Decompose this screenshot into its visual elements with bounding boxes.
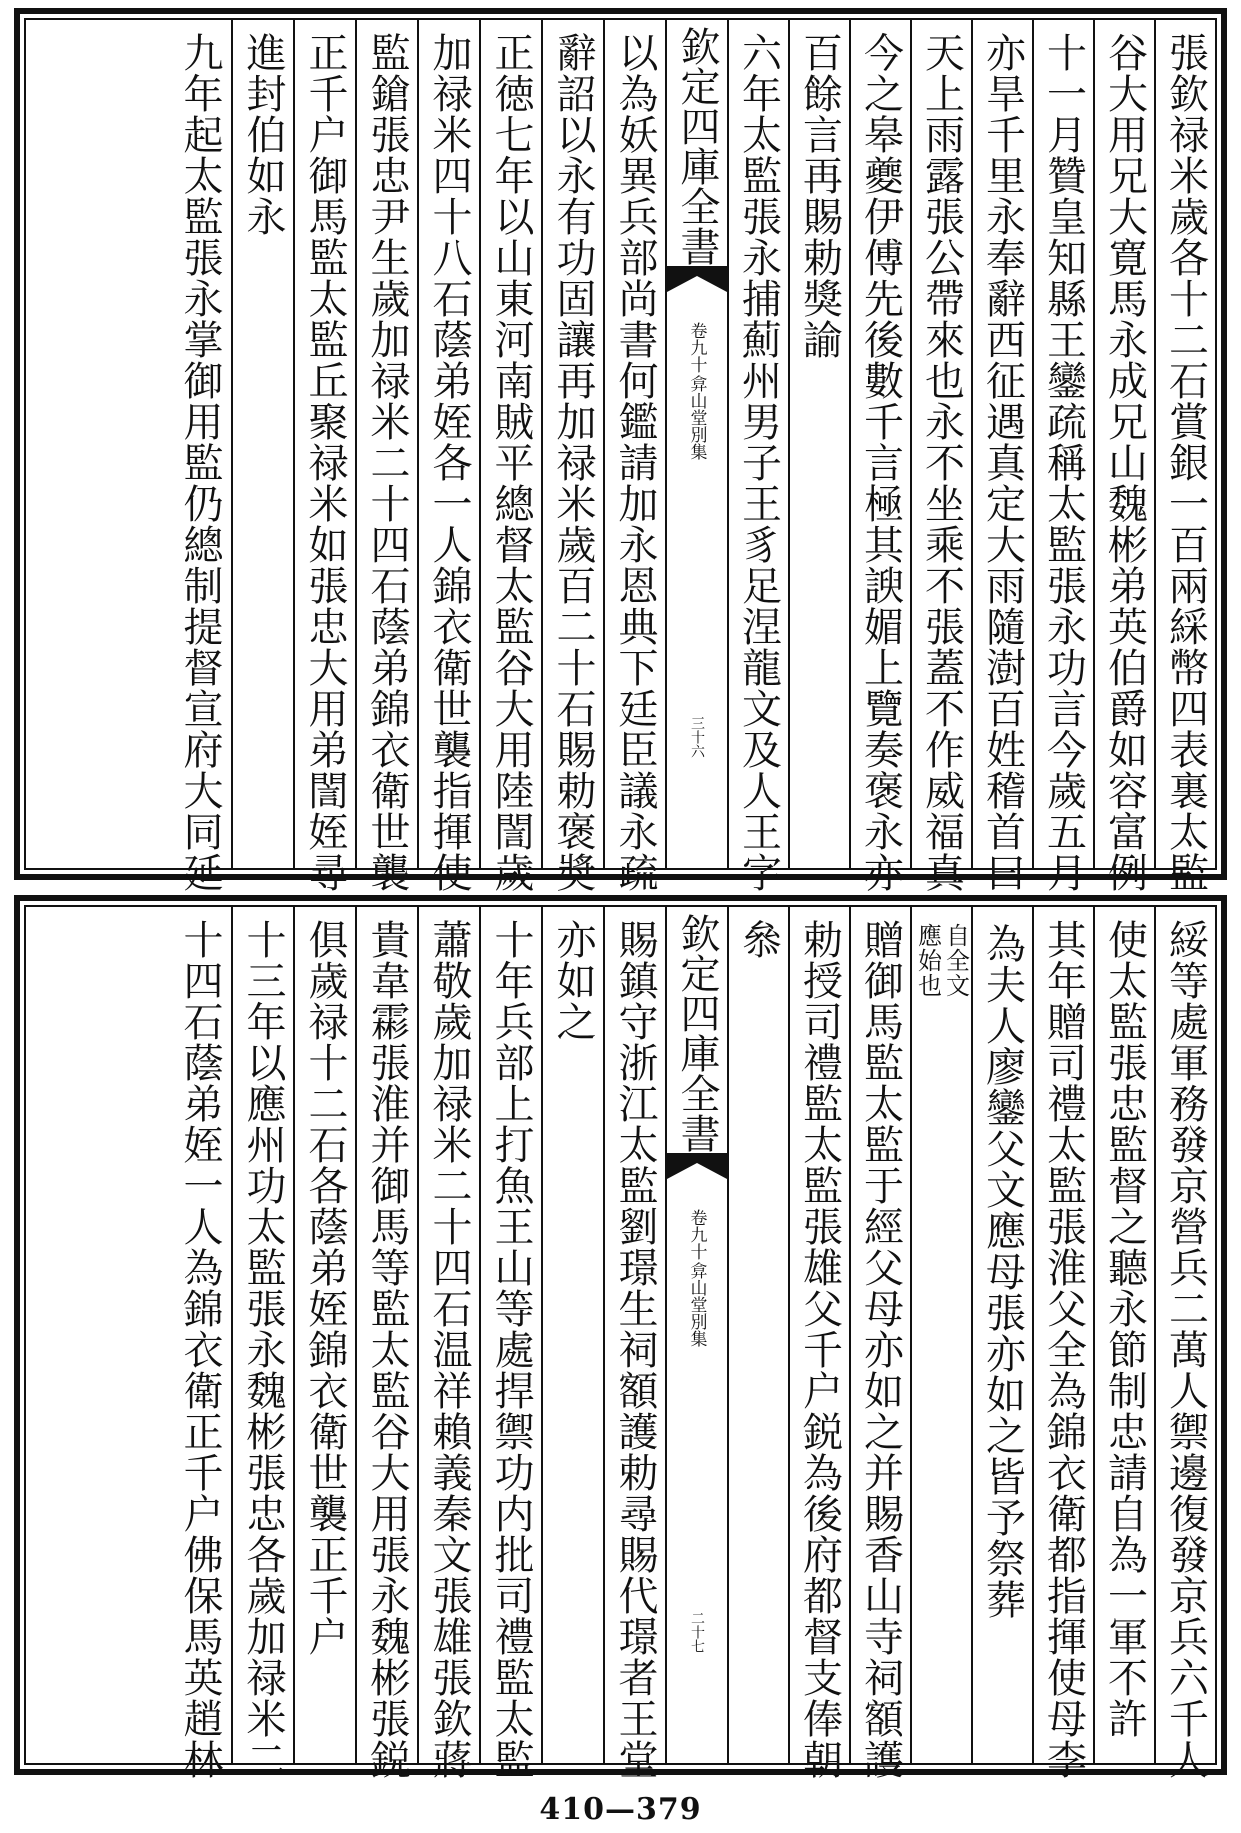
text-column <box>603 907 665 1780</box>
volume-label: 卷九十 <box>686 322 707 373</box>
text-column <box>293 907 355 1763</box>
text-column <box>603 20 665 893</box>
column-text: 蕭敬歲加禄米二十四石温祥賴義秦文張雄張欽蔣 <box>426 919 472 1780</box>
column-text: 十一月贊皇知縣王鑾疏稱太監張永功言今歲五月 <box>1040 32 1087 893</box>
center-spine <box>665 20 727 868</box>
column-text: 進封伯如永 <box>240 32 286 237</box>
text-column-with-note <box>971 907 1032 1763</box>
upper-page-frame <box>14 8 1227 893</box>
column-text: 贈御馬監太監于經父母亦如之并賜香山寺祠額護 <box>857 919 904 1780</box>
page-number: 410—379 <box>539 1792 702 1827</box>
leaf-number: 三十六 <box>689 716 705 758</box>
leaf-number: 二十七 <box>689 1611 705 1653</box>
column-text: 谷大用兄大寛馬永成兄山魏彬弟英伯爵如容富例 <box>1101 32 1148 893</box>
text-column <box>169 20 231 893</box>
column-text: 勅授司禮監太監張雄父千户鋭為後府都督支俸朝 <box>796 919 843 1780</box>
fishtail-mark <box>667 266 727 292</box>
text-column <box>727 20 788 893</box>
column-text: 監鎗張忠尹生歲加禄米二十四石蔭弟錦衣衛世襲 <box>364 32 410 893</box>
text-column <box>727 907 788 1763</box>
column-text: 天上雨露張公帶來也永不坐乘不張蓋不作威福真 <box>918 32 965 893</box>
annotation-text: 應始也 <box>913 923 942 998</box>
lower-inner-border <box>24 905 1217 1780</box>
text-column <box>1154 907 1215 1780</box>
text-column <box>231 907 293 1780</box>
text-column <box>1093 907 1154 1763</box>
column-text: 今之皋夔伊傅先後數千言極其諛媚上覽奏褒永亦 <box>857 32 904 893</box>
column-text: 亦旱千里永奉辭西征遇真定大雨隨澍百姓稽首曰 <box>979 32 1026 893</box>
column-text: 其年贈司禮太監張淮父全為錦衣衛都指揮使母李 <box>1040 919 1087 1780</box>
text-column <box>417 20 479 893</box>
column-text: 正徳七年以山東河南賊平總督太監谷大用陸誾歲 <box>488 32 534 893</box>
spine-subtitle <box>685 322 710 460</box>
column-text: 辭詔以永有功固讓再加禄米歲百二十石賜勅褒奬 <box>550 32 596 893</box>
upper-inner-border <box>24 18 1217 893</box>
text-column <box>910 20 971 893</box>
column-text: 十四石蔭弟姪一人為錦衣衛正千户佛保馬英趙林 <box>177 919 223 1780</box>
column-text: 亦如之 <box>550 919 596 1042</box>
upper-columns <box>26 20 1215 893</box>
column-text: 百餘言再賜勅獎諭 <box>796 32 843 360</box>
book-title: 弇山堂別集 <box>686 375 707 460</box>
text-column <box>479 20 541 893</box>
lower-page-frame <box>14 895 1227 1780</box>
spine-title: 欽定四庫全書 <box>674 913 720 1153</box>
annotation-column <box>910 907 971 1763</box>
center-spine <box>665 907 727 1763</box>
text-column <box>849 20 910 893</box>
column-text: 正千户御馬監太監丘聚禄米如張忠大用弟誾姪尋 <box>302 32 348 893</box>
column-text: 為夫人廖鑾父文應母張亦如之皆予祭葬 <box>979 923 1026 1620</box>
column-text: 賜鎮守浙江太監劉璟生祠額護勅尋賜代璟者王堂 <box>612 919 658 1780</box>
column-text: 貴韋霦張淮并御馬等監太監谷大用張永魏彬張鋭 <box>364 919 410 1780</box>
column-text: 十年兵部上打魚王山等處捍禦功内批司禮監太監 <box>488 919 534 1780</box>
text-column <box>231 20 293 868</box>
text-column <box>541 20 603 893</box>
text-column <box>479 907 541 1780</box>
text-column <box>849 907 910 1780</box>
column-text: 加禄米四十八石蔭弟姪各一人錦衣衛世襲指揮使 <box>426 32 472 893</box>
book-title: 弇山堂別集 <box>686 1262 707 1347</box>
column-text: 九年起太監張永掌御用監仍總制提督宣府大同延 <box>177 32 223 893</box>
text-column <box>1154 20 1215 893</box>
volume-label: 卷九十 <box>686 1209 707 1260</box>
text-column <box>355 907 417 1780</box>
text-column <box>541 907 603 1763</box>
spine-subtitle <box>685 1209 710 1347</box>
column-text: 張欽禄米歲各十二石賞銀一百兩綵幣四表裏太監 <box>1162 32 1209 893</box>
column-text: 俱歲禄十二石各蔭弟姪錦衣衛世襲正千户 <box>302 919 348 1657</box>
column-text: 使太監張忠監督之聽永節制忠請自為一軍不許 <box>1101 919 1148 1739</box>
column-text: 以為妖異兵部尚書何鑑請加永恩典下廷臣議永疏 <box>612 32 658 893</box>
fishtail-mark <box>667 1153 727 1179</box>
text-column <box>971 20 1032 893</box>
text-column <box>788 20 849 868</box>
text-column <box>417 907 479 1780</box>
text-column <box>1032 20 1093 893</box>
column-text: 綏等處軍務發京營兵二萬人禦邊復發京兵六千人 <box>1162 919 1209 1780</box>
lower-columns <box>26 907 1215 1780</box>
text-column <box>788 907 849 1780</box>
spine-title: 欽定四庫全書 <box>674 26 720 266</box>
column-text: 叅 <box>735 919 782 960</box>
text-column <box>169 907 231 1780</box>
text-column <box>355 20 417 893</box>
annotation-text: 自全文 <box>941 923 970 998</box>
text-column <box>1093 20 1154 893</box>
column-text: 十三年以應州功太監張永魏彬張忠各歲加禄米二 <box>240 919 286 1780</box>
text-column <box>1032 907 1093 1780</box>
text-column <box>293 20 355 893</box>
column-text: 六年太監張永捕薊州男子王豸足涅龍文及人王字 <box>735 32 782 893</box>
